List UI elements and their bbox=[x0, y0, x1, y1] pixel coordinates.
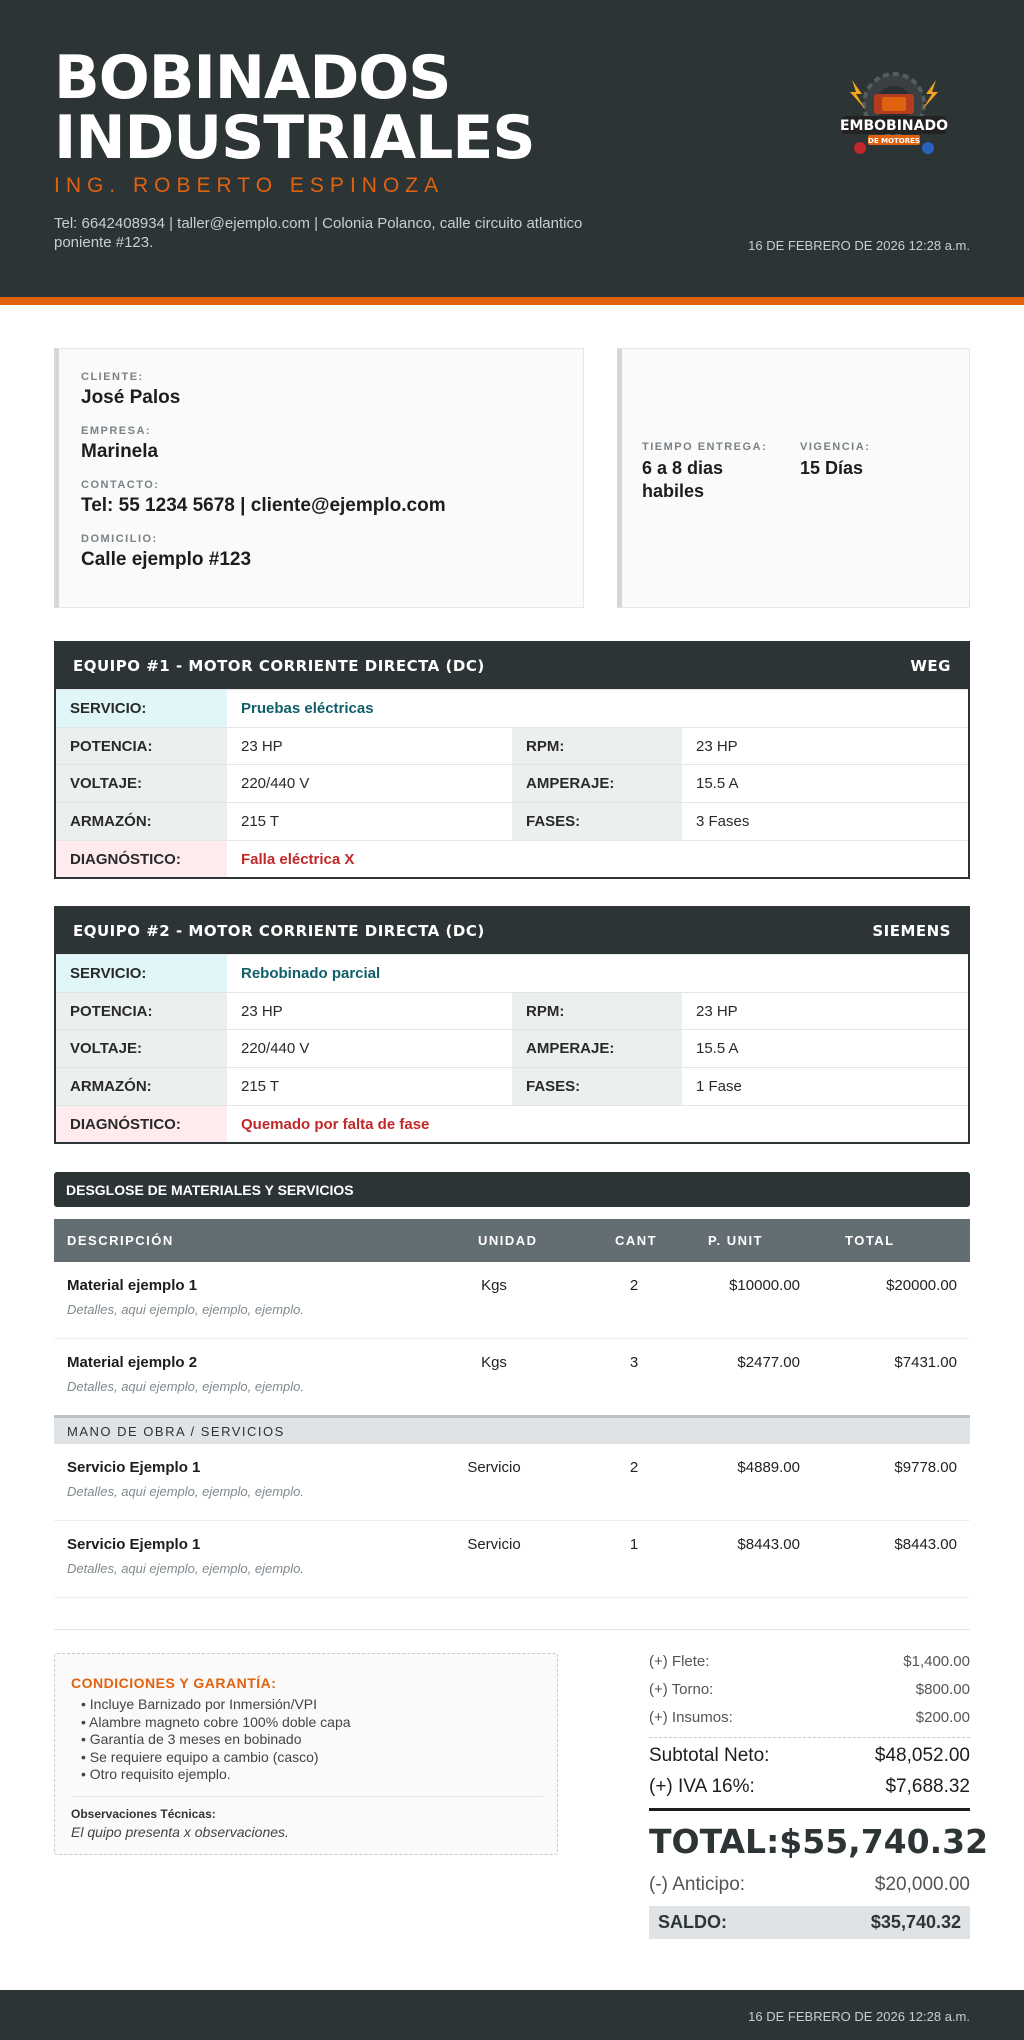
rpm-value: 23 HP bbox=[696, 737, 738, 755]
phases-label: FASES: bbox=[512, 1068, 682, 1105]
item-price: $10000.00 bbox=[729, 1277, 800, 1294]
table-row bbox=[54, 1262, 970, 1339]
item-name: Servicio Ejemplo 1 bbox=[67, 1536, 201, 1553]
client-label: CLIENTE: bbox=[81, 371, 144, 383]
service-value: Pruebas eléctricas bbox=[241, 699, 374, 717]
amperage-label: AMPERAJE: bbox=[512, 1030, 682, 1067]
balance-label: SALDO: bbox=[658, 1912, 727, 1932]
equipment-title: EQUIPO #2 - MOTOR CORRIENTE DIRECTA (DC) bbox=[73, 922, 485, 940]
equipment-header bbox=[56, 908, 968, 954]
list-item: • Alambre magneto cobre 100% doble capa bbox=[81, 1714, 351, 1732]
supplies-value: $200.00 bbox=[915, 1709, 970, 1726]
observations-text: El quipo presenta x observaciones. bbox=[71, 1824, 289, 1840]
diagnosis-row bbox=[56, 1105, 968, 1143]
rpm-value: 23 HP bbox=[696, 1002, 738, 1020]
conditions-box bbox=[54, 1653, 558, 1855]
spec-row bbox=[56, 802, 968, 840]
item-price: $4889.00 bbox=[737, 1459, 800, 1476]
item-price: $8443.00 bbox=[737, 1536, 800, 1553]
table-row bbox=[54, 1339, 970, 1416]
spec-row bbox=[56, 1029, 968, 1067]
validity-value: 15 Días bbox=[800, 458, 864, 478]
lathe-label: (+) Torno: bbox=[649, 1681, 714, 1698]
item-details: Detalles, aqui ejemplo, ejemplo, ejemplo. bbox=[67, 1379, 305, 1394]
item-name: Servicio Ejemplo 1 bbox=[67, 1459, 201, 1476]
item-total: $9778.00 bbox=[894, 1459, 957, 1476]
col-unit-price: P. UNIT bbox=[708, 1233, 764, 1248]
table-row bbox=[54, 1444, 970, 1521]
advance-value: $20,000.00 bbox=[874, 1874, 970, 1895]
service-label: SERVICIO: bbox=[56, 690, 227, 727]
total-row bbox=[649, 1822, 989, 1861]
supplies-row bbox=[649, 1709, 970, 1726]
materials-table-header bbox=[54, 1219, 970, 1262]
item-total: $8443.00 bbox=[894, 1536, 957, 1553]
company-owner: ING. ROBERTO ESPINOZA bbox=[54, 174, 445, 197]
freight-value: $1,400.00 bbox=[903, 1653, 970, 1670]
rpm-label: RPM: bbox=[512, 993, 682, 1030]
col-qty: CANT bbox=[615, 1233, 658, 1248]
logo-text: EMBOBINADO bbox=[839, 118, 949, 134]
subtotal-value: $48,052.00 bbox=[874, 1745, 970, 1766]
power-label: POTENCIA: bbox=[56, 993, 227, 1030]
voltage-value: 220/440 V bbox=[241, 775, 310, 793]
spec-row bbox=[56, 992, 968, 1030]
frame-label: ARMAZÓN: bbox=[56, 803, 227, 840]
phases-label: FASES: bbox=[512, 803, 682, 840]
client-address: Calle ejemplo #123 bbox=[81, 549, 252, 570]
terms-card bbox=[617, 348, 970, 608]
advance-label: (-) Anticipo: bbox=[649, 1874, 746, 1895]
balance-row bbox=[649, 1906, 970, 1939]
list-item: • Otro requisito ejemplo. bbox=[81, 1766, 351, 1784]
balance-value: $35,740.32 bbox=[870, 1912, 961, 1932]
company-logo bbox=[838, 64, 950, 160]
company-contact: Tel: 6642408934 | taller@ejemplo.com | Colonia Polanco, calle circuito atlantico poniente #123. bbox=[54, 215, 583, 251]
total-value: $55,740.32 bbox=[779, 1822, 989, 1861]
spec-row bbox=[56, 1067, 968, 1105]
page-header bbox=[0, 0, 1024, 297]
materials-section-title: DESGLOSE DE MATERIALES Y SERVICIOS bbox=[54, 1172, 970, 1207]
equipment-title: EQUIPO #1 - MOTOR CORRIENTE DIRECTA (DC) bbox=[73, 657, 485, 675]
divider bbox=[71, 1796, 543, 1797]
observations-label: Observaciones Técnicas: bbox=[71, 1807, 216, 1821]
col-total: TOTAL bbox=[845, 1233, 895, 1248]
address-label: DOMICILIO: bbox=[81, 533, 158, 545]
item-qty: 2 bbox=[629, 1277, 639, 1294]
delivery-time: 6 a 8 dias habiles bbox=[642, 458, 724, 501]
footer-date: 16 DE FEBRERO DE 2026 12:28 a.m. bbox=[748, 2009, 970, 2024]
power-value: 23 HP bbox=[241, 1002, 283, 1020]
divider bbox=[649, 1737, 970, 1738]
amperage-value: 15.5 A bbox=[696, 1040, 739, 1058]
frame-label: ARMAZÓN: bbox=[56, 1068, 227, 1105]
conditions-list bbox=[81, 1696, 351, 1784]
divider bbox=[649, 1808, 970, 1811]
list-item: • Garantía de 3 meses en bobinado bbox=[81, 1731, 351, 1749]
client-contact: Tel: 55 1234 5678 | cliente@ejemplo.com bbox=[81, 495, 446, 516]
list-item: • Se requiere equipo a cambio (casco) bbox=[81, 1749, 351, 1767]
service-row bbox=[56, 689, 968, 727]
col-unit: UNIDAD bbox=[478, 1233, 538, 1248]
advance-row bbox=[649, 1874, 970, 1896]
diagnosis-value: Quemado por falta de fase bbox=[241, 1115, 430, 1133]
item-total: $7431.00 bbox=[894, 1354, 957, 1371]
iva-label: (+) IVA 16%: bbox=[649, 1776, 755, 1797]
client-company: Marinela bbox=[81, 441, 159, 462]
diagnosis-label: DIAGNÓSTICO: bbox=[56, 841, 227, 878]
page-footer bbox=[0, 1990, 1024, 2040]
frame-value: 215 T bbox=[241, 812, 280, 830]
item-unit: Servicio bbox=[467, 1536, 521, 1553]
col-description: DESCRIPCIÓN bbox=[67, 1233, 174, 1248]
equipment-brand: WEG bbox=[910, 657, 951, 675]
iva-row bbox=[649, 1776, 970, 1798]
conditions-title: CONDICIONES Y GARANTÍA: bbox=[71, 1675, 277, 1691]
client-card bbox=[54, 348, 584, 608]
phases-value: 1 Fase bbox=[696, 1077, 742, 1095]
amperage-label: AMPERAJE: bbox=[512, 765, 682, 802]
voltage-value: 220/440 V bbox=[241, 1040, 310, 1058]
lathe-row bbox=[649, 1681, 970, 1698]
item-details: Detalles, aqui ejemplo, ejemplo, ejemplo. bbox=[67, 1302, 305, 1317]
logo-subtext: DE MOTORES bbox=[868, 137, 920, 145]
contact-label: CONTACTO: bbox=[81, 479, 160, 491]
phases-value: 3 Fases bbox=[696, 812, 750, 830]
item-unit: Kgs bbox=[481, 1277, 507, 1294]
amperage-value: 15.5 A bbox=[696, 775, 739, 793]
power-value: 23 HP bbox=[241, 737, 283, 755]
item-name: Material ejemplo 1 bbox=[67, 1277, 198, 1294]
supplies-label: (+) Insumos: bbox=[649, 1709, 733, 1726]
service-row bbox=[56, 954, 968, 992]
item-qty: 3 bbox=[629, 1354, 639, 1371]
item-unit: Kgs bbox=[481, 1354, 507, 1371]
item-total: $20000.00 bbox=[886, 1277, 957, 1294]
divider bbox=[54, 1629, 970, 1630]
freight-row bbox=[649, 1653, 970, 1670]
lathe-value: $800.00 bbox=[915, 1681, 970, 1698]
delivery-label: TIEMPO ENTREGA: bbox=[642, 441, 768, 453]
header-accent-stripe bbox=[0, 297, 1024, 305]
frame-value: 215 T bbox=[241, 1077, 280, 1095]
item-price: $2477.00 bbox=[737, 1354, 800, 1371]
item-unit: Servicio bbox=[467, 1459, 521, 1476]
company-name: BOBINADOS INDUSTRIALES bbox=[54, 43, 535, 173]
labor-section-title: MANO DE OBRA / SERVICIOS bbox=[54, 1415, 970, 1444]
voltage-label: VOLTAJE: bbox=[56, 1030, 227, 1067]
diagnosis-label: DIAGNÓSTICO: bbox=[56, 1106, 227, 1143]
equipment-header bbox=[56, 643, 968, 689]
total-label: TOTAL: bbox=[649, 1822, 780, 1861]
client-name: José Palos bbox=[81, 387, 181, 408]
spec-row bbox=[56, 764, 968, 802]
diagnosis-value: Falla eléctrica X bbox=[241, 850, 355, 868]
equipment-table-2 bbox=[54, 906, 970, 1144]
iva-value: $7,688.32 bbox=[885, 1776, 970, 1797]
item-details: Detalles, aqui ejemplo, ejemplo, ejemplo. bbox=[67, 1561, 305, 1576]
company-label: EMPRESA: bbox=[81, 425, 152, 437]
header-date: 16 DE FEBRERO DE 2026 12:28 a.m. bbox=[748, 238, 970, 253]
item-qty: 2 bbox=[629, 1459, 639, 1476]
subtotal-row bbox=[649, 1745, 970, 1767]
table-row bbox=[54, 1521, 970, 1598]
voltage-label: VOLTAJE: bbox=[56, 765, 227, 802]
item-qty: 1 bbox=[629, 1536, 639, 1553]
equipment-table-1 bbox=[54, 641, 970, 879]
service-label: SERVICIO: bbox=[56, 955, 227, 992]
freight-label: (+) Flete: bbox=[649, 1653, 710, 1670]
spec-row bbox=[56, 727, 968, 765]
list-item: • Incluye Barnizado por Inmersión/VPI bbox=[81, 1696, 351, 1714]
subtotal-label: Subtotal Neto: bbox=[649, 1745, 770, 1766]
service-value: Rebobinado parcial bbox=[241, 964, 381, 982]
power-label: POTENCIA: bbox=[56, 728, 227, 765]
diagnosis-row bbox=[56, 840, 968, 878]
rpm-label: RPM: bbox=[512, 728, 682, 765]
item-details: Detalles, aqui ejemplo, ejemplo, ejemplo. bbox=[67, 1484, 305, 1499]
equipment-brand: SIEMENS bbox=[872, 922, 951, 940]
item-name: Material ejemplo 2 bbox=[67, 1354, 198, 1371]
validity-label: VIGENCIA: bbox=[800, 441, 871, 453]
